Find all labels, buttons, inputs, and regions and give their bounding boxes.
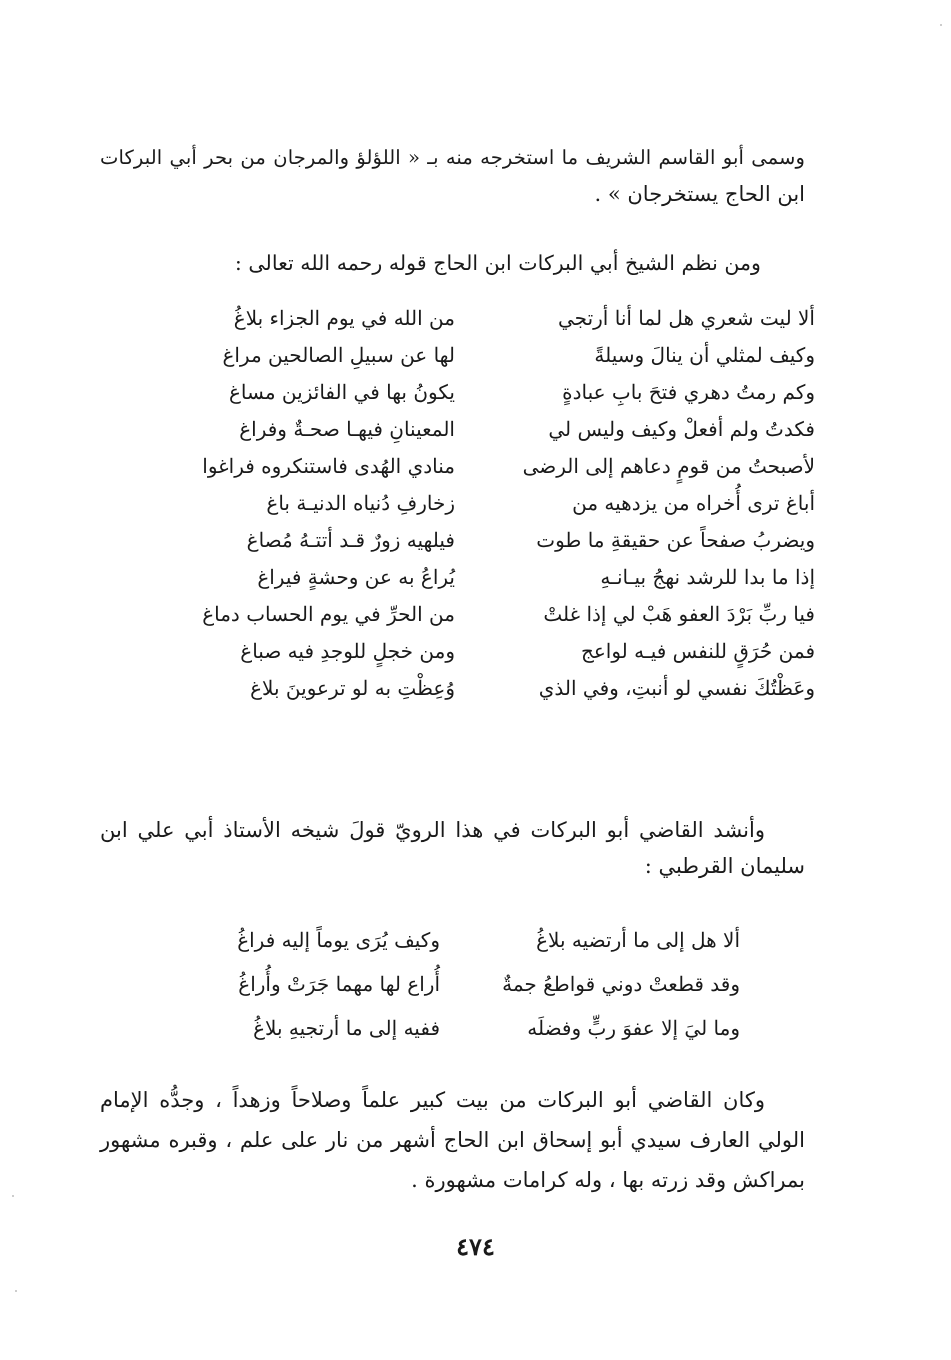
verse-second-hemistich: ومن خجلٍ للوجدِ فيه صباغ (240, 639, 455, 663)
verse-first-hemistich: ألا هل إلى ما أرتضيه بلاغُ (536, 928, 740, 952)
poem-qurtubi (140, 922, 740, 1054)
verse (110, 670, 815, 707)
verse-second-hemistich: وُعِظْتِ به لو ترعوينَ بلاغ (250, 676, 455, 700)
poem-introduction (235, 245, 761, 281)
paragraph-line: بمراكش وقد زرته بها ، وله كرامات مشهورة . (411, 1168, 805, 1192)
scan-speck (12, 1195, 14, 1197)
verse (140, 922, 740, 966)
verse (110, 485, 815, 522)
verse (110, 633, 815, 670)
verse-first-hemistich: فمن حُرَقٍ للنفس فيـه لواعج (580, 639, 815, 663)
verse (110, 448, 815, 485)
paragraph-line: سليمان القرطبي : (644, 854, 805, 878)
verse-first-hemistich: لأصبحتُ من قومٍ دعاهم إلى الرضى (522, 454, 815, 478)
verse-second-hemistich: يُراعُ به عن وحشةٍ فيراغ (257, 565, 455, 589)
verse-first-hemistich: فيا ربِّ بَرْدَ العفو هَبْ لي إذا غلتْ (543, 602, 815, 626)
verse-first-hemistich: إذا ما بدا للرشد نهجُ بيـانـهِ (600, 565, 815, 589)
verse-second-hemistich: فيلهيه زورٌ قـد أتتـهُ مُصاغ (246, 528, 455, 552)
verse-second-hemistich: لها عن سبيلِ الصالحين مراغ (222, 343, 455, 367)
verse-second-hemistich: من الله في يوم الجزاء بلاغُ (233, 306, 455, 330)
verse-second-hemistich: يكونُ بها في الفائزين مساغ (228, 380, 455, 404)
verse-first-hemistich: وكم رمتُ دهري فتحَ بابِ عبادةٍ (562, 380, 815, 404)
verse-second-hemistich: أُراع لها مهما جَرَتْ وأُراغُ (238, 972, 440, 996)
verse-first-hemistich: وما ليَ إلا عفوَ ربٍّ وفضلَه (527, 1016, 740, 1040)
intro-line: ومن نظم الشيخ أبي البركات ابن الحاج قوله رحمه الله تعالى : (234, 251, 761, 275)
poem-introduction-2 (100, 812, 805, 884)
scan-speck (940, 24, 942, 26)
paragraph-line: الولي العارف سيدي أبو إسحاق ابن الحاج أشهر من نار على علم ، وقبره مشهور (100, 1128, 805, 1152)
verse-second-hemistich: منادي الهُدى فاستنكروه فراغوا (202, 454, 455, 478)
paragraph-line: وسمى أبو القاسم الشريف ما استخرجه منه بـ « اللؤلؤ والمرجان من بحر أبي البركات (100, 146, 805, 169)
closing-paragraph (100, 1080, 805, 1200)
verse-second-hemistich: وكيف يُرَى يوماً إليه فراغُ (237, 928, 440, 952)
verse (140, 966, 740, 1010)
verse-first-hemistich: وقد قطعتْ دوني قواطعُ جمةٌ (502, 972, 740, 996)
verse-first-hemistich: فكدتُ ولم أفعلْ وكيف وليس لي (548, 417, 815, 441)
verse-first-hemistich: وعَظْتُكَ نفسي لو أنبتِ، وفي الذي (538, 676, 815, 700)
paragraph-line: وكان القاضي أبو البركات من بيت كبير علماً وصلاحاً وزهداً ، وجدُّه الإمام (100, 1088, 765, 1112)
page-number: ٤٧٤ (456, 1232, 495, 1261)
verse-second-hemistich: زخارفِ دُنياه الدنيـة باغ (266, 491, 455, 515)
verse (110, 596, 815, 633)
paragraph-line: وأنشد القاضي أبو البركات في هذا الرويّ قولَ شيخه الأستاذ أبي علي ابن (100, 818, 765, 842)
verse (110, 559, 815, 596)
verse (140, 1010, 740, 1054)
opening-paragraph (100, 140, 805, 212)
verse (110, 337, 815, 374)
verse-first-hemistich: أباغ ترى أُخراه من يزدهيه من (572, 491, 815, 515)
verse (110, 411, 815, 448)
verse (110, 522, 815, 559)
verse-first-hemistich: ويضربُ صفحاً عن حقيقةِ ما طوت (536, 528, 815, 552)
verse-first-hemistich: وكيف لمثلي أن ينالَ وسيلةً (594, 343, 815, 367)
verse-second-hemistich: ففيه إلى ما أرتجيهِ بلاغُ (253, 1016, 440, 1040)
verse-second-hemistich: المعينانِ فيهـا صحـةٌ وفراغ (239, 417, 455, 441)
verse (110, 300, 815, 337)
paragraph-line: ابن الحاج يستخرجان » . (594, 182, 805, 206)
verse-first-hemistich: ألا ليت شعري هل لما أنا أرتجي (558, 306, 815, 330)
verse (110, 374, 815, 411)
scan-speck (15, 1290, 17, 1292)
verse-second-hemistich: من الحرِّ في يوم الحساب دماغ (202, 602, 455, 626)
poem-abu-albarakat (110, 300, 815, 707)
